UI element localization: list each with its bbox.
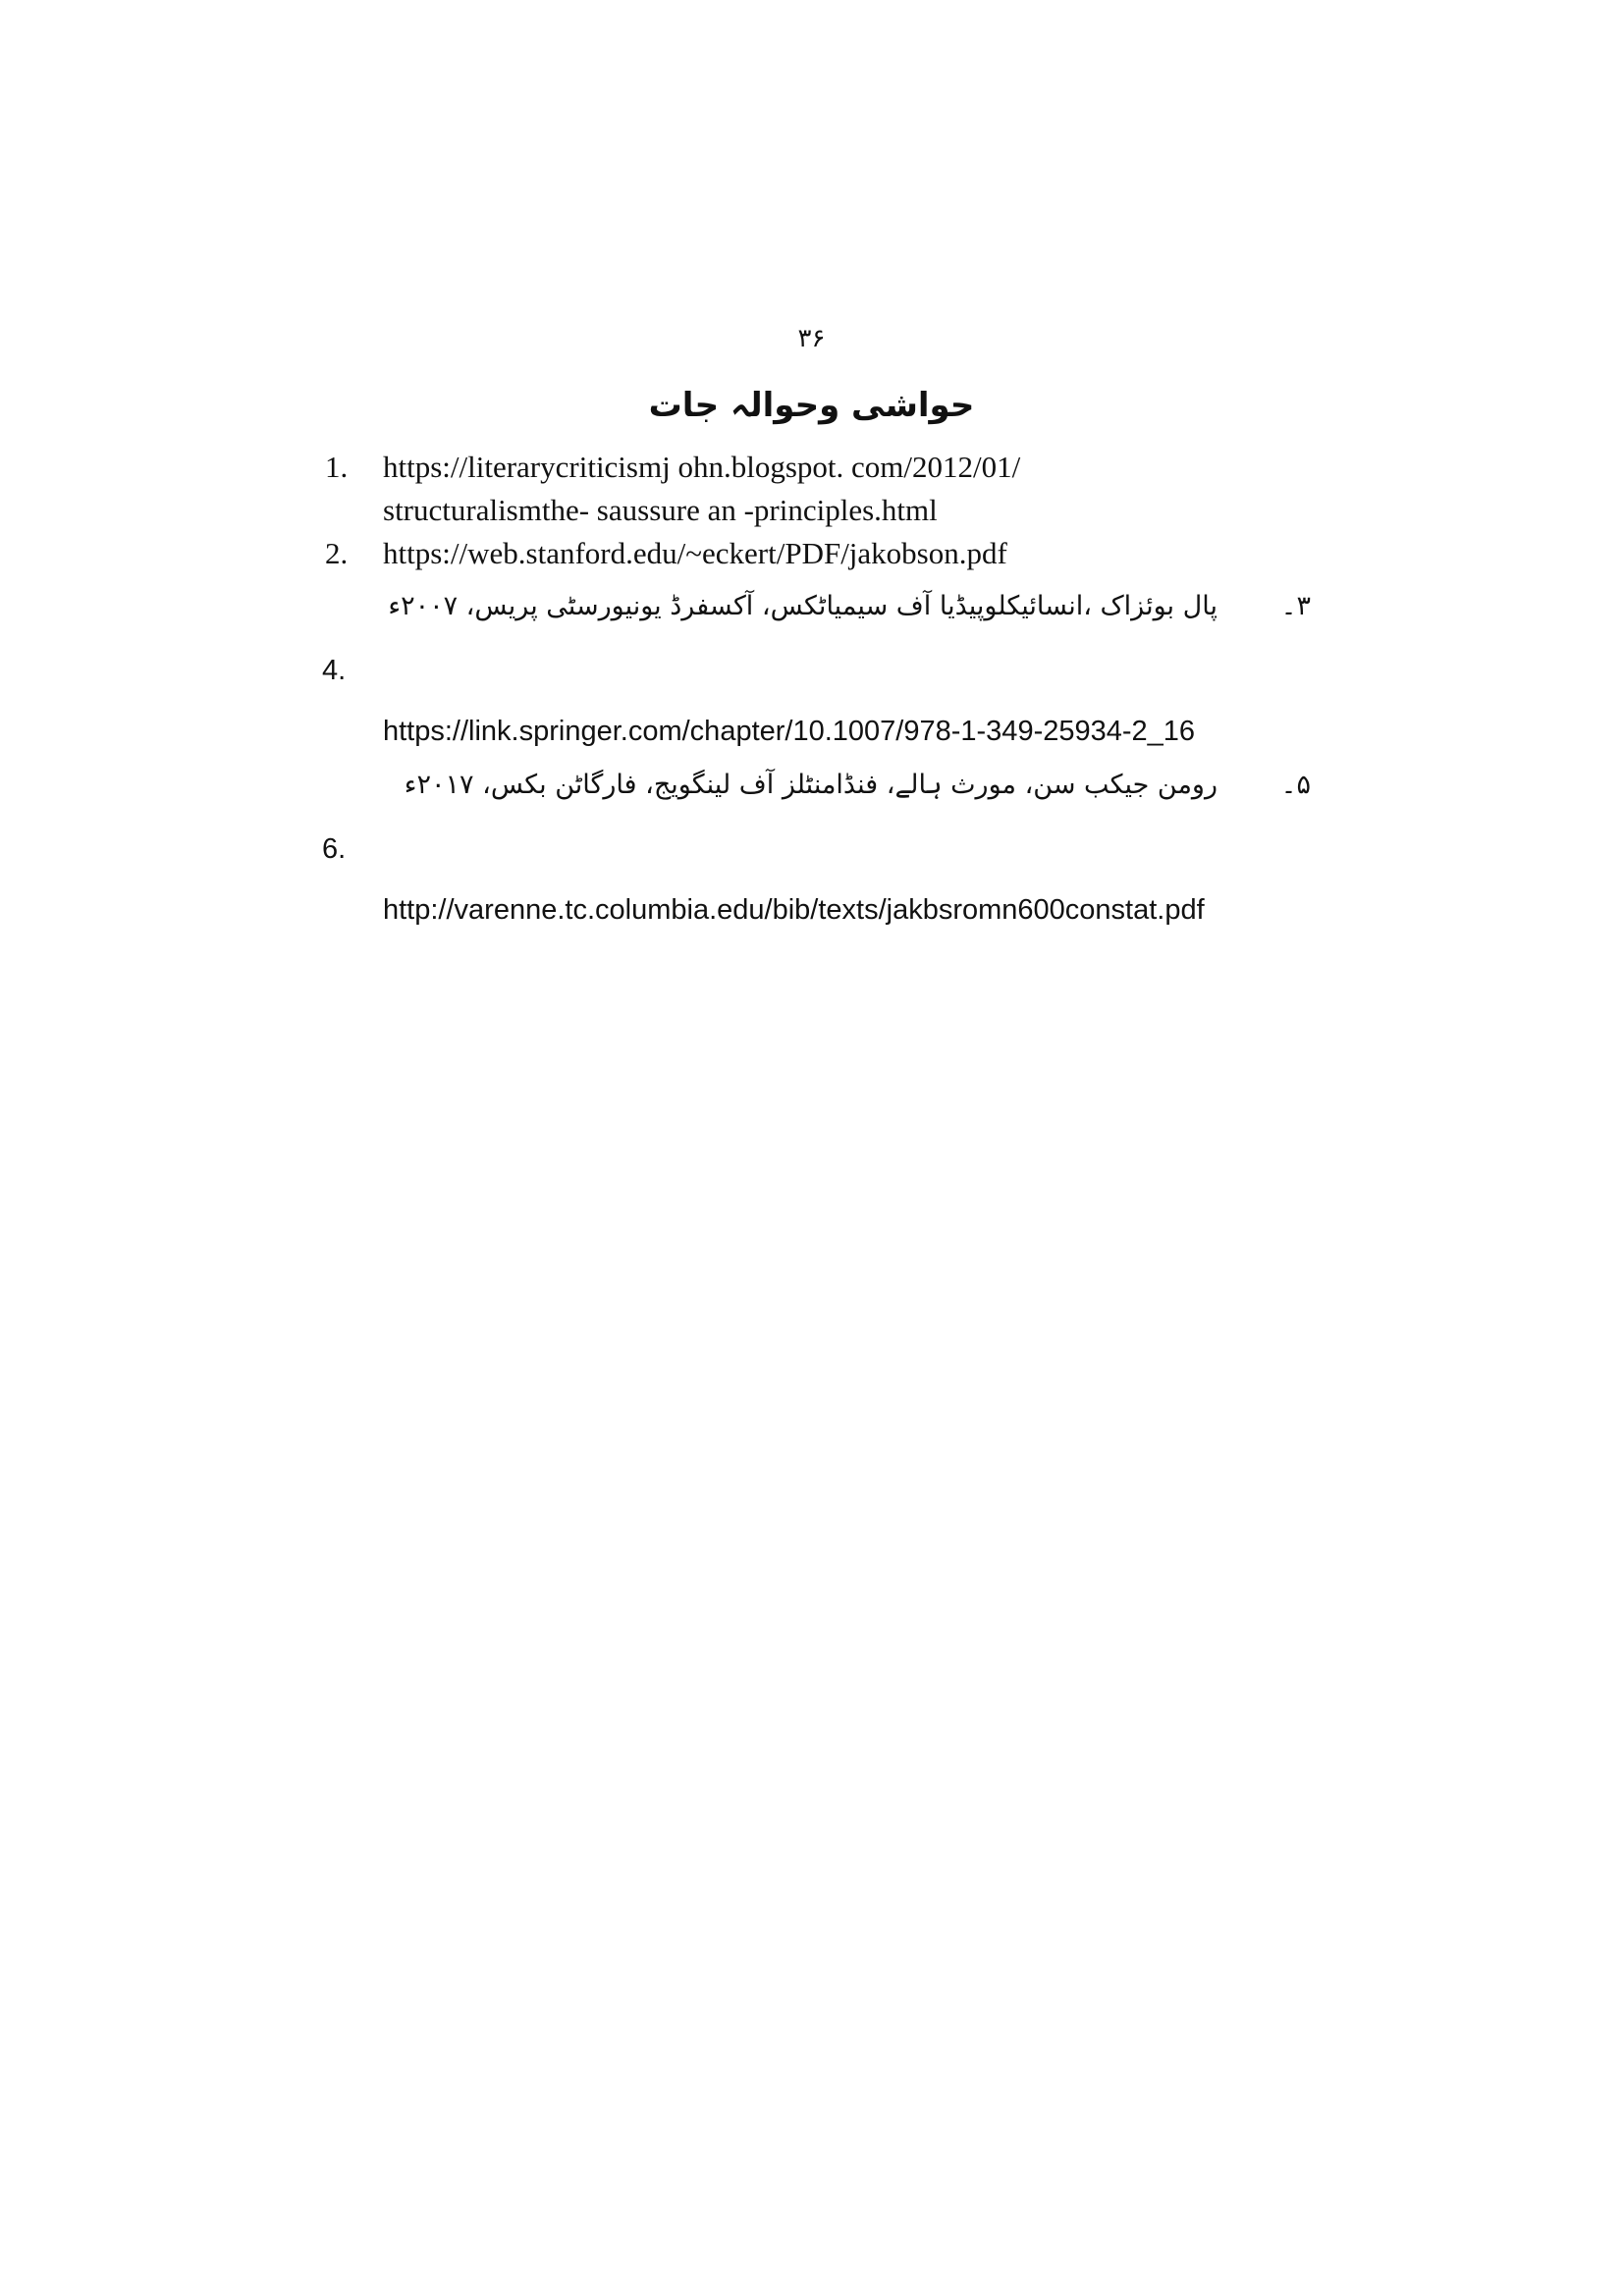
reference-link[interactable]: https://link.springer.com/chapter/10.1007/978-1-349-25934-2_16 <box>383 716 1196 747</box>
page-heading: حواشی وحوالہ جات <box>648 386 975 425</box>
reference-citation: پال بوئزاک ،انسائیکلوپیڈیا آف سیمیاٹکس، آکسفرڈ یونیورسٹی پریس، ۲۰۰۷ء <box>388 591 1217 621</box>
reference-citation: رومن جیکب سن، مورث ہالے، فنڈامنٹلز آف لینگویج، فارگاٹن بکس، ۲۰۱۷ء <box>404 770 1217 800</box>
reference-number: 1. <box>325 450 349 484</box>
reference-link[interactable]: https://web.stanford.edu/~eckert/PDF/jakobson.pdf <box>383 536 1007 570</box>
page-number: ۳۶ <box>797 324 826 353</box>
reference-number: 4. <box>322 655 347 686</box>
reference-number: ۵۔ <box>1280 770 1311 800</box>
reference-link[interactable]: https://literarycriticismj ohn.blogspot. com/2012/01/ <box>383 450 1021 484</box>
reference-item <box>404 770 1311 814</box>
reference-item <box>388 591 1311 635</box>
reference-link-continued[interactable]: structuralismthe- saussure an -principles.html <box>383 493 938 527</box>
reference-number: 6. <box>322 833 347 865</box>
reference-link[interactable]: http://varenne.tc.columbia.edu/bib/texts/jakbsromn600constat.pdf <box>383 894 1205 926</box>
reference-number: ۳۔ <box>1280 591 1311 621</box>
reference-item <box>325 446 1209 534</box>
reference-item <box>325 532 1209 576</box>
reference-number: 2. <box>325 536 349 570</box>
reference-item <box>322 828 1304 936</box>
reference-item <box>322 650 1304 758</box>
